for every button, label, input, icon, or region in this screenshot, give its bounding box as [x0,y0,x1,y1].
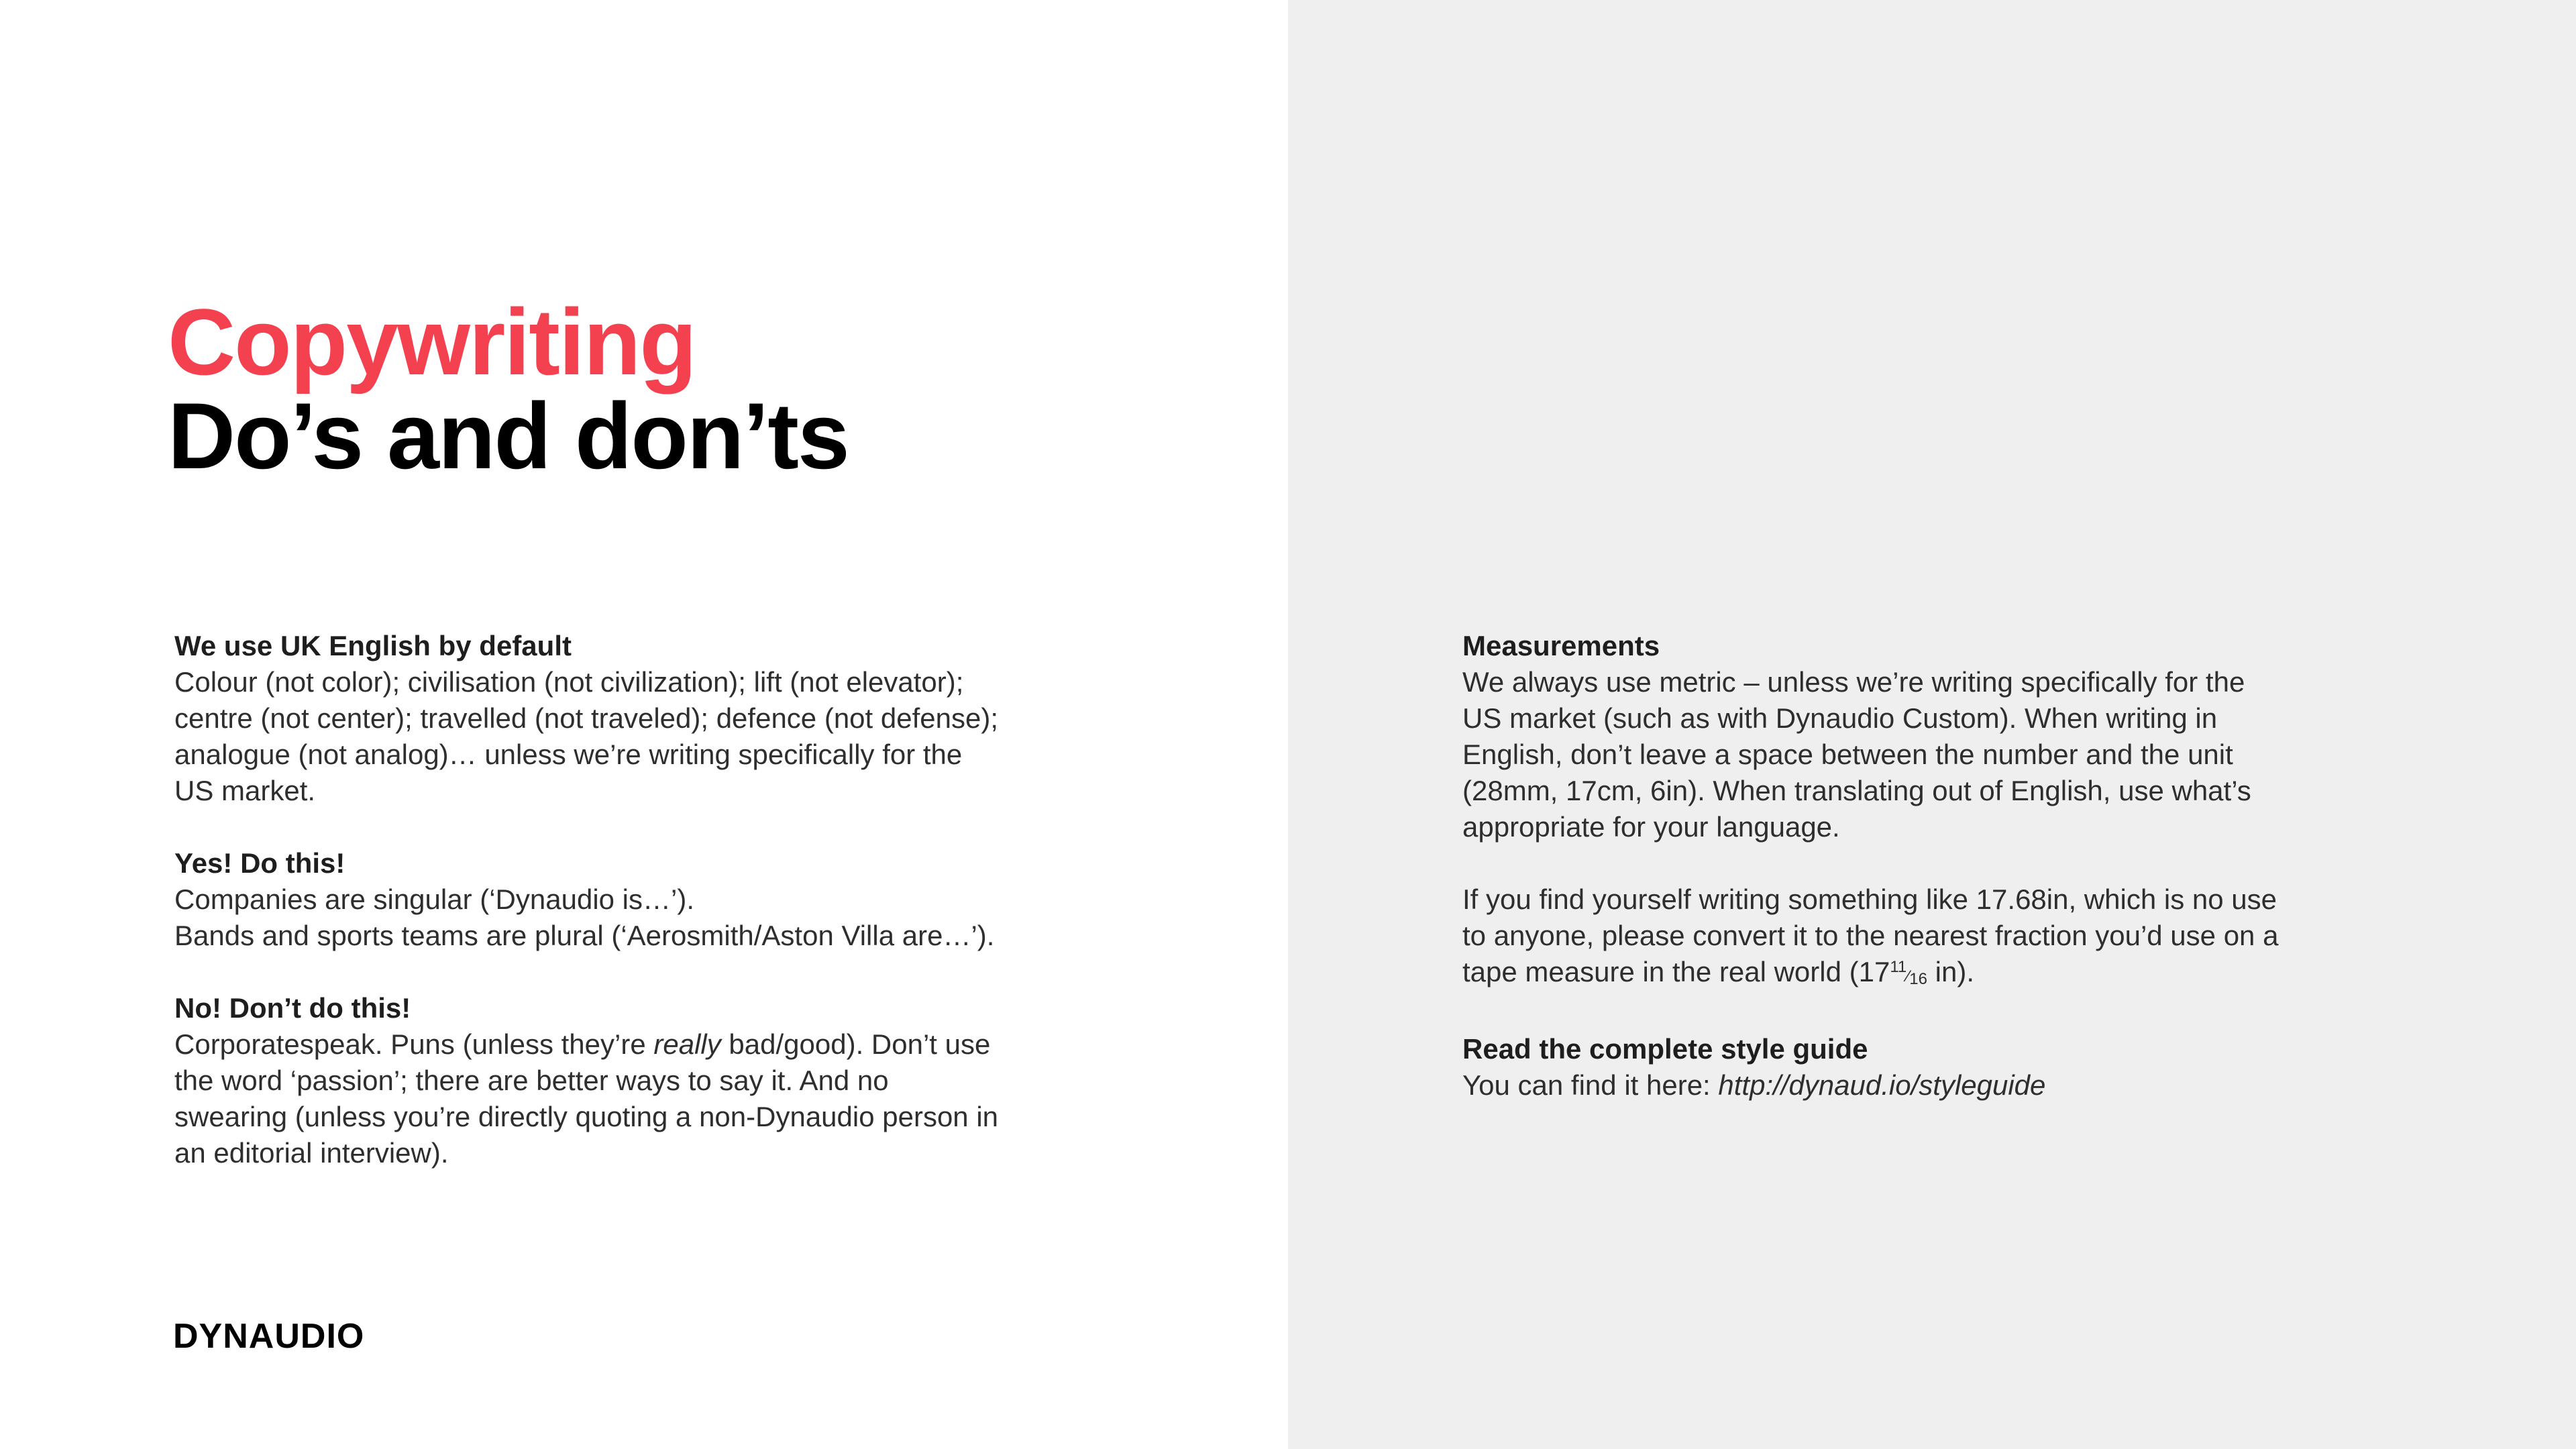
fraction-numerator: 11 [1890,958,1907,976]
yes-title: Yes! Do this! [174,847,345,879]
left-column [174,628,1000,1208]
yes-line-companies: Companies are singular (‘Dynaudio is…’). [174,883,694,915]
no-body-before: Corporatespeak. Puns (unless they’re [174,1028,654,1060]
style-guide-section [1462,1031,2288,1104]
measurements-section [1462,628,2288,995]
measurements-para-1: We always use metric – unless we’re writing specifically for the US market (such as with Dynaudio Custom). When writing in English, don’t leave a space between the number and the unit (28mm, 17cm, 6in). When translating out of English, use what’s appropriate for your language. [1462,666,2251,843]
no-body-after: bad/good). Don’t use the word ‘passion’; there are better ways to say it. And no swearing (unless you’re directly quoting a non-Dynaudio person in an editorial interview). [174,1028,999,1169]
measurements-title: Measurements [1462,630,1660,661]
no-section [174,990,1000,1171]
style-guide-title: Read the complete style guide [1462,1033,1868,1065]
fraction [1890,958,1927,988]
uk-english-body: Colour (not color); civilisation (not civilization); lift (not elevator); centre (not center); travelled (not traveled); defence (not defense); analogue (not analog)… unless we’re writing specifically for the US market. [174,666,998,806]
yes-section [174,845,1000,954]
no-title: No! Don’t do this! [174,992,411,1024]
no-body [174,1026,1000,1171]
style-guide-link[interactable]: http://dynaud.io/styleguide [1718,1069,2046,1101]
fraction-denominator: 16 [1909,970,1927,988]
style-guide-body [1462,1067,2288,1104]
measurements-para-2-after: in). [1927,956,1974,987]
no-body-emphasis: really [653,1028,721,1060]
page-title [168,289,849,488]
style-guide-prefix: You can find it here: [1462,1069,1719,1101]
fraction-slash: ⁄ [1907,967,1910,985]
right-column [1462,628,2288,1140]
title-dos-and-donts: Do’s and don’ts [168,383,849,488]
dynaudio-logo: DYNAUDIO [173,1317,365,1356]
measurements-para-2-before: If you find yourself writing something like 17.68in, which is no use to anyone, please convert it to the nearest fraction you’d use on a tape measure in the real world (17 [1462,883,2279,987]
measurements-para-2 [1462,881,2288,995]
uk-english-title: We use UK English by default [174,630,572,661]
uk-english-section [174,628,1000,809]
title-copywriting: Copywriting [168,289,696,394]
yes-line-bands: Bands and sports teams are plural (‘Aerosmith/Aston Villa are…’). [174,920,995,951]
